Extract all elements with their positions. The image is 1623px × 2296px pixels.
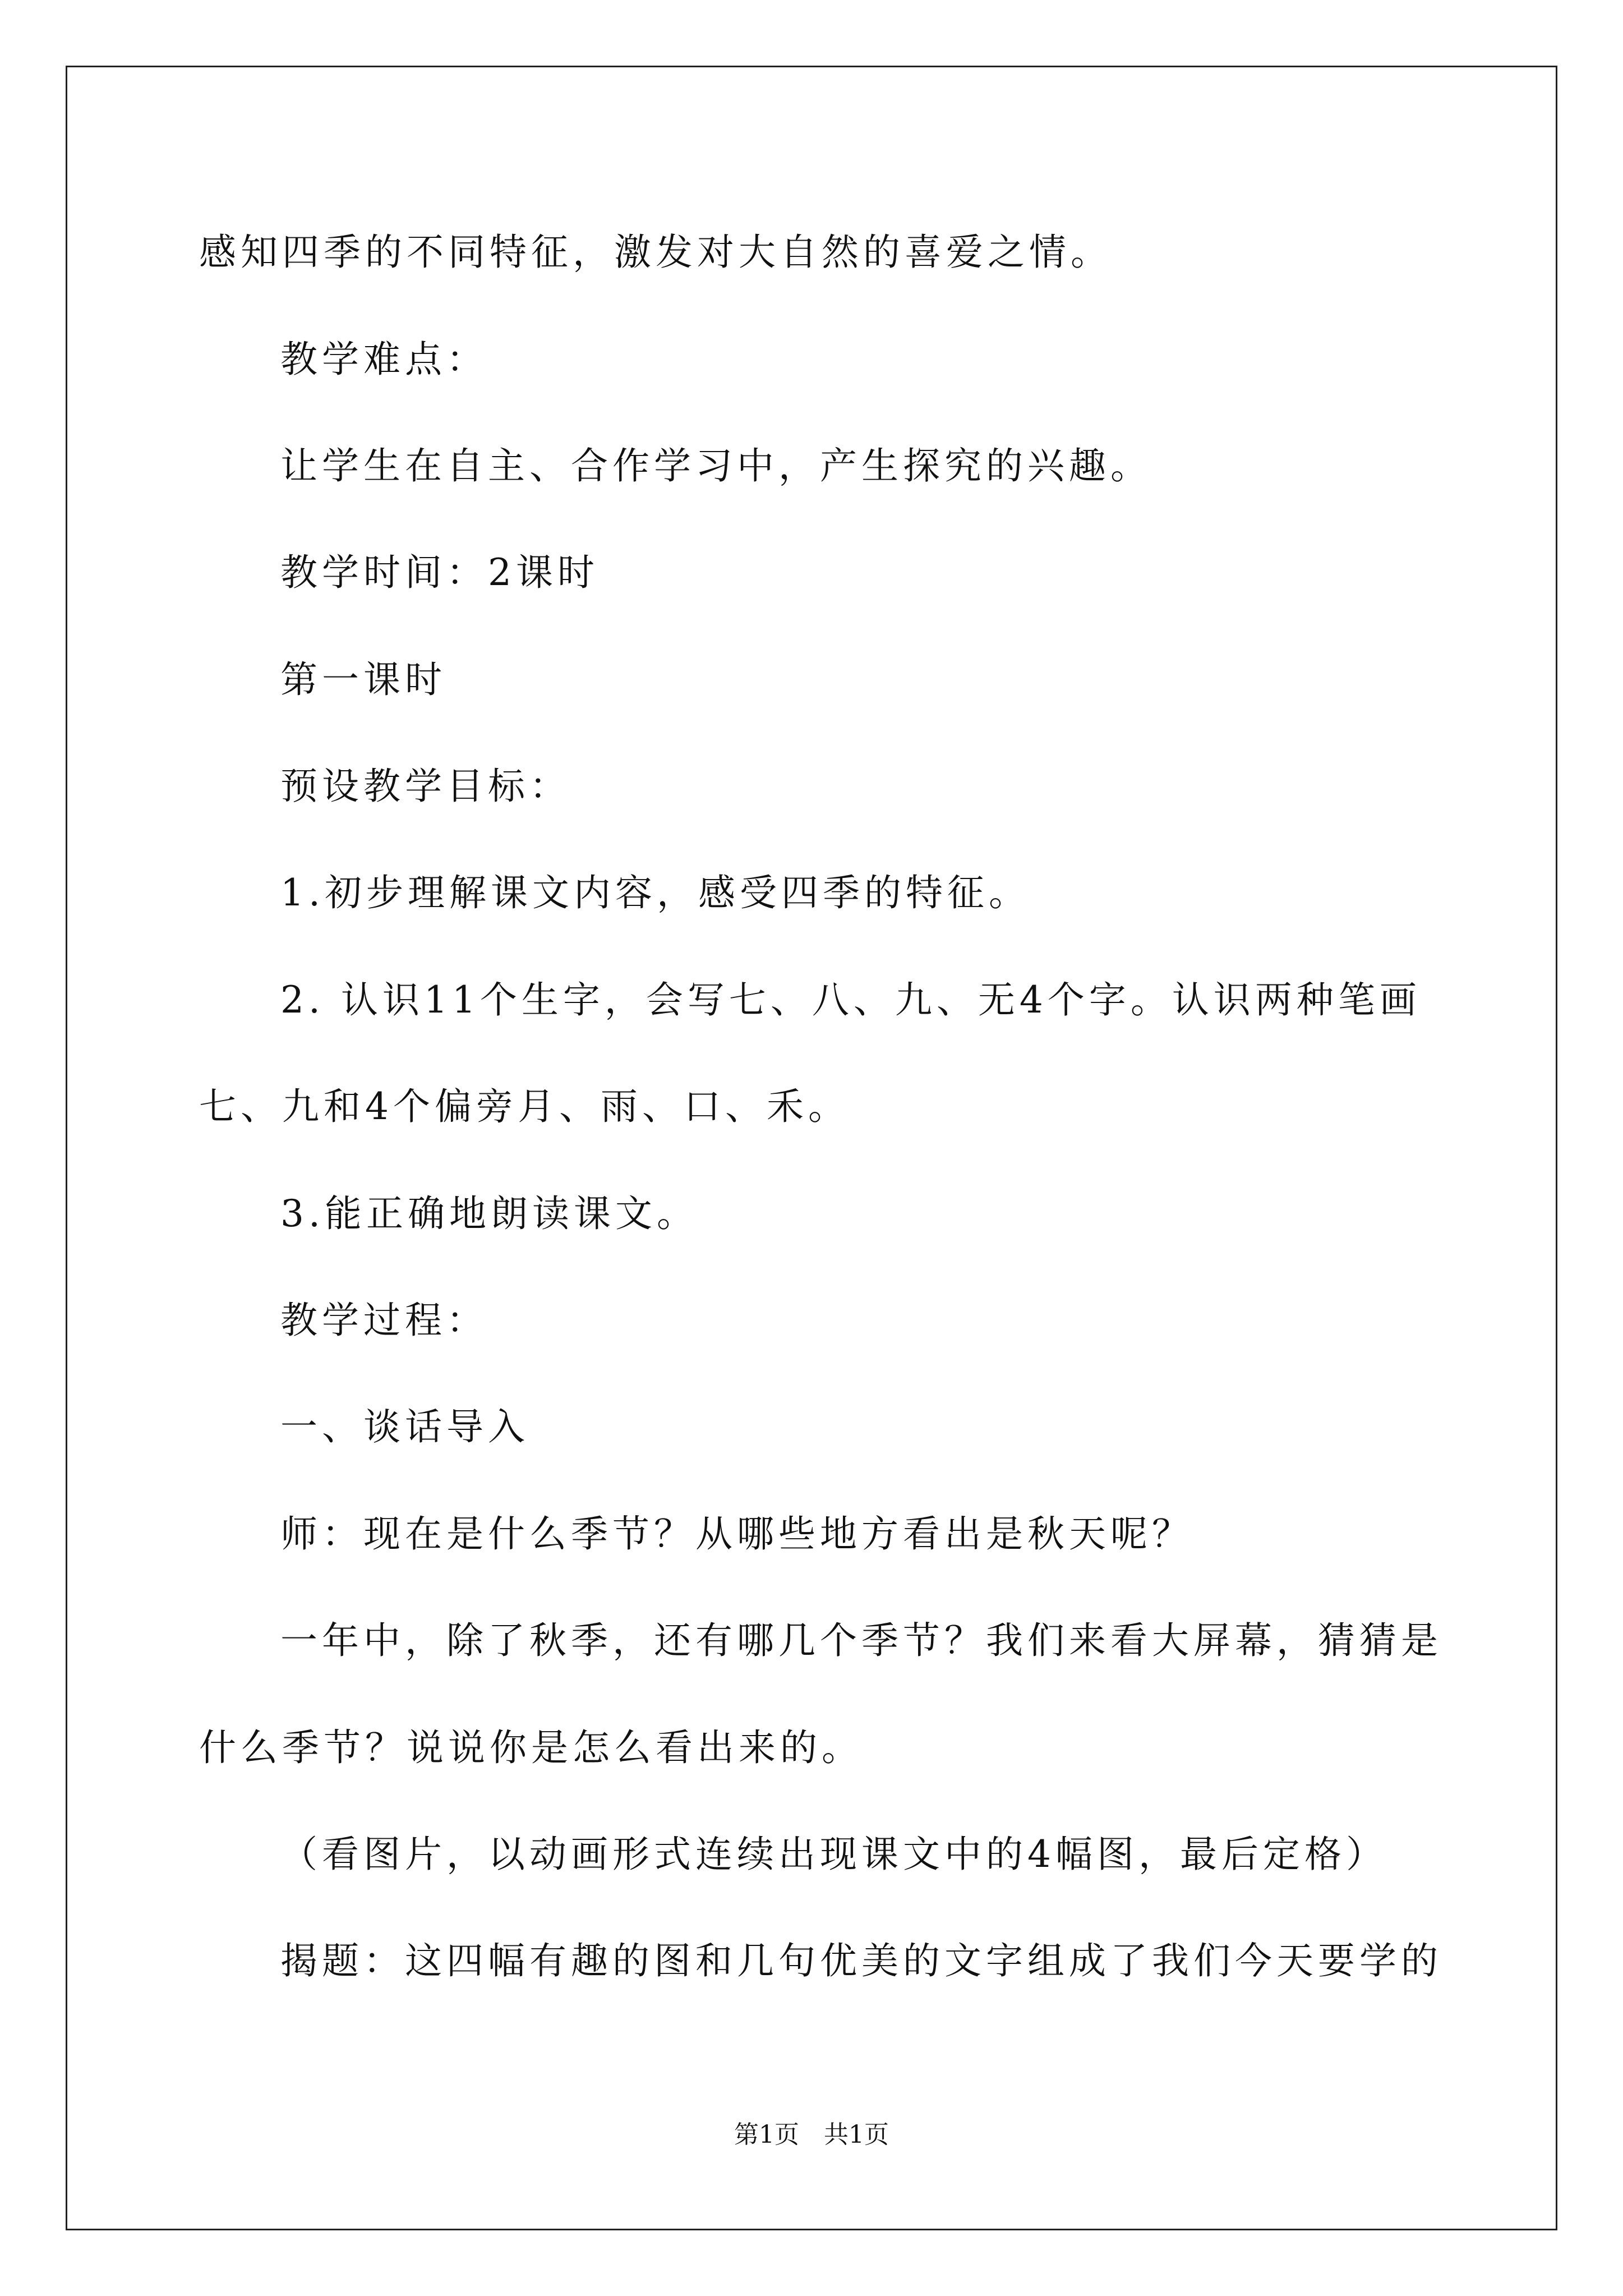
page-border — [66, 66, 1557, 2230]
paragraph-line: 师：现在是什么季节？从哪些地方看出是秋天呢？ — [280, 1512, 1193, 1556]
paragraph-line: 2. 认识11个生字，会写七、八、九、无4个字。认识两种笔画 — [280, 978, 1421, 1022]
paragraph-line: 教学时间：2课时 — [280, 551, 599, 594]
paragraph-line: 让学生在自主、合作学习中，产生探究的兴趣。 — [280, 444, 1152, 487]
paragraph-line: 一、谈话导入 — [280, 1405, 529, 1448]
paragraph-line: 1.初步理解课文内容，感受四季的特征。 — [280, 871, 1030, 914]
paragraph-line: 第一课时 — [280, 658, 446, 701]
paragraph-line: 教学难点： — [280, 338, 488, 381]
paragraph-line: 七、九和4个偏旁月、雨、口、禾。 — [199, 1085, 850, 1128]
paragraph-line: 预设教学目标： — [280, 765, 571, 808]
paragraph-line: 一年中，除了秋季，还有哪几个季节？我们来看大屏幕，猜猜是 — [280, 1619, 1442, 1662]
paragraph-line: （看图片，以动画形式连续出现课文中的4幅图，最后定格） — [280, 1833, 1387, 1876]
paragraph-line: 感知四季的不同特征，激发对大自然的喜爱之情。 — [199, 231, 1112, 274]
page-number-footer: 第1页 共1页 — [734, 2120, 889, 2149]
paragraph-line: 揭题：这四幅有趣的图和几句优美的文字组成了我们今天要学的 — [280, 1939, 1442, 1982]
paragraph-line: 3.能正确地朗读课文。 — [280, 1192, 698, 1235]
paragraph-line: 什么季节？说说你是怎么看出来的。 — [199, 1726, 863, 1769]
paragraph-line: 教学过程： — [280, 1299, 488, 1342]
